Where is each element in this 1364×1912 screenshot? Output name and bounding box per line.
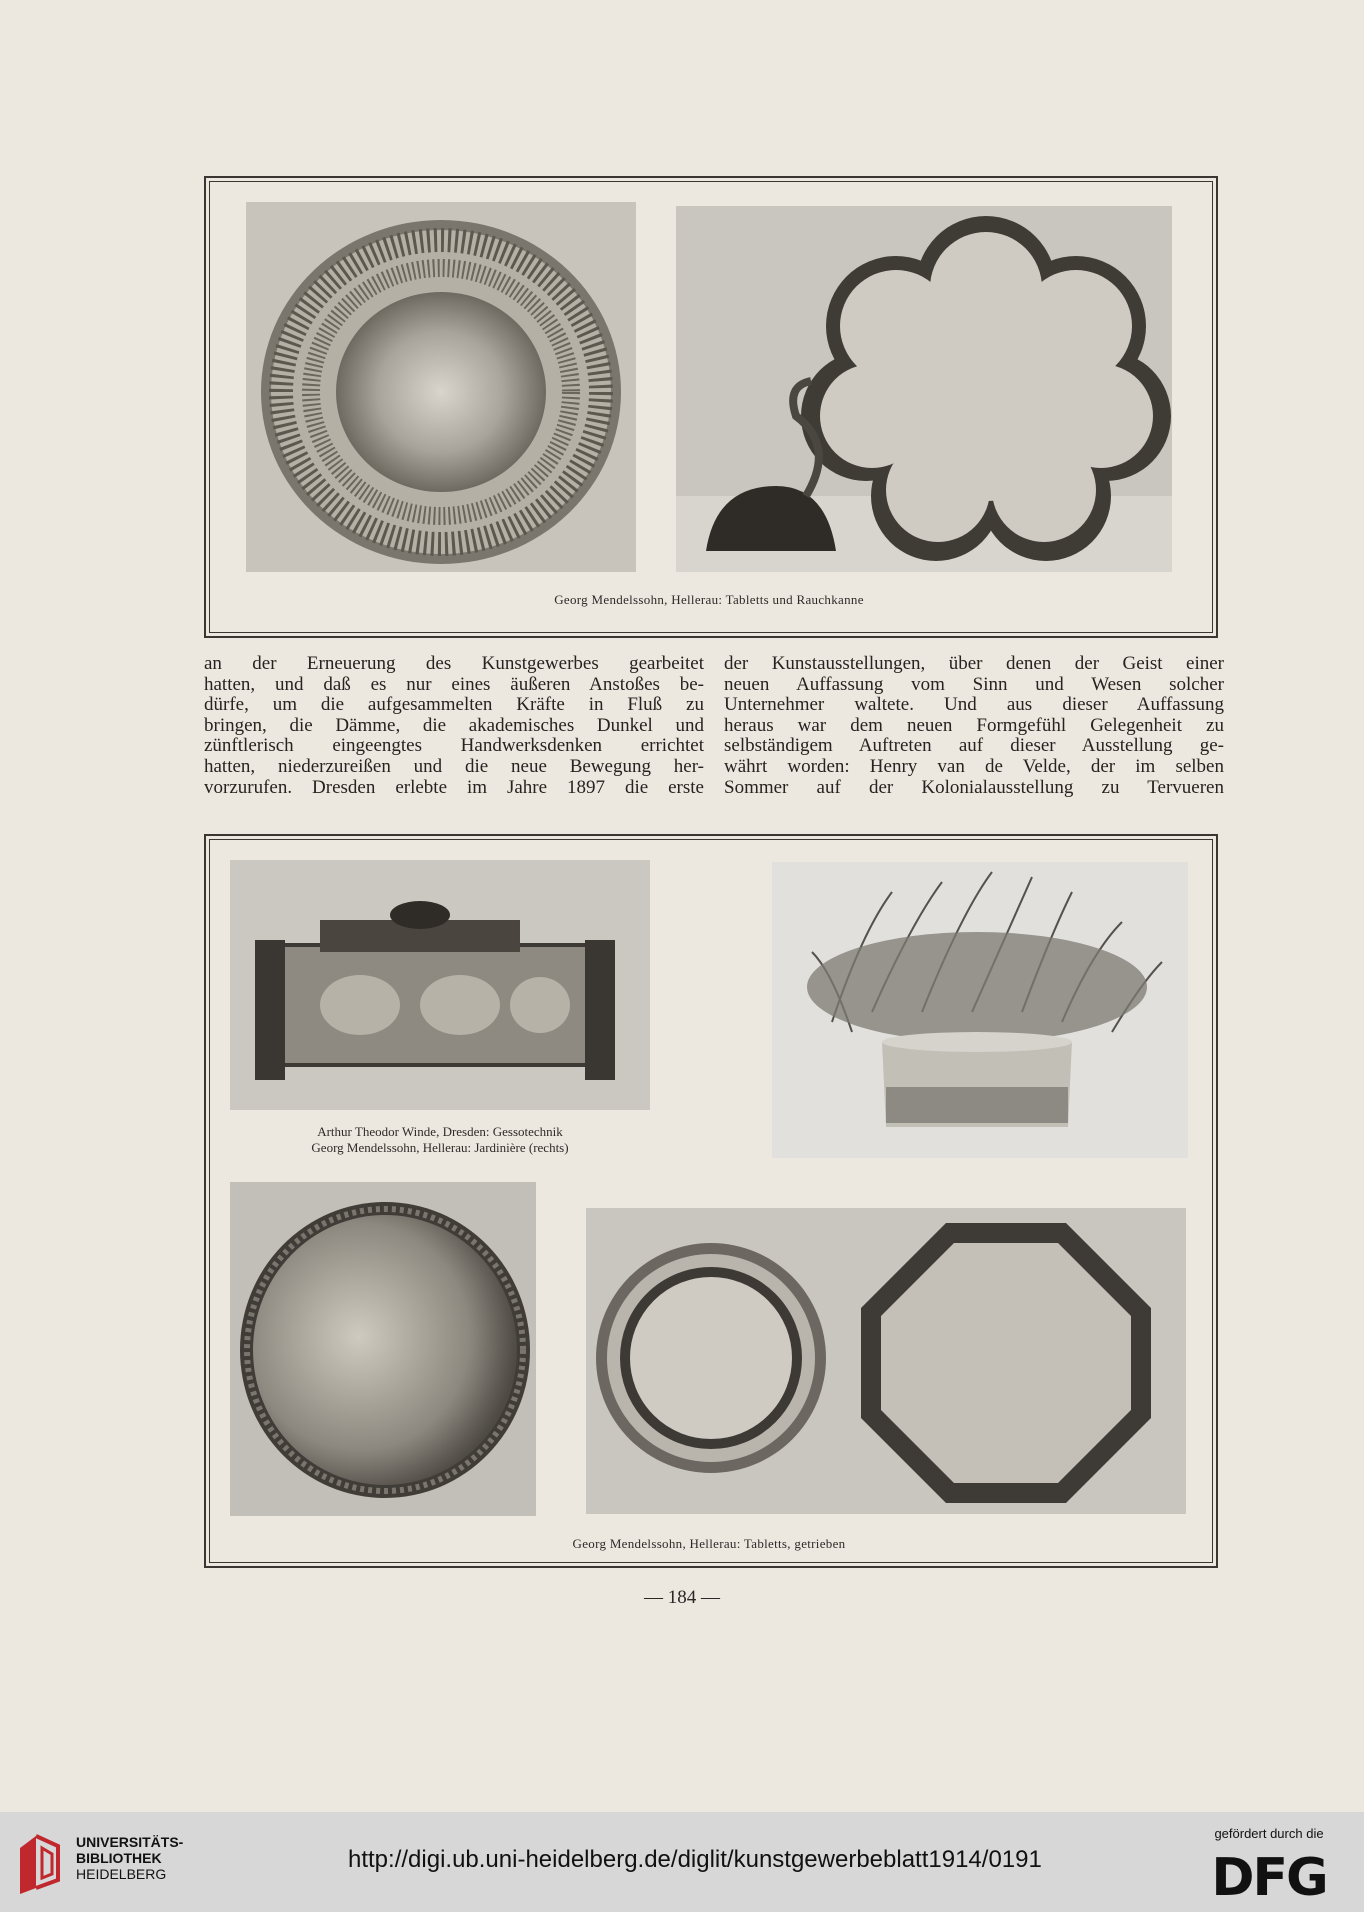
photo-jardiniere: [772, 862, 1188, 1158]
text-line: bringen, die Dämme, die akademisches Dunkel und: [204, 714, 704, 736]
university-library-name: [76, 1834, 183, 1882]
caption-top: Georg Mendelssohn, Hellerau: Tabletts und Rauchkanne: [554, 592, 864, 607]
footer-bar: [0, 1812, 1364, 1912]
photo-round-beaten-tray: [230, 1182, 536, 1516]
text-line: an der Erneuerung des Kunstgewerbes gearbeitet: [204, 653, 704, 674]
text-column-left: [204, 654, 704, 798]
photo-scalloped-and-octagonal-trays: [586, 1208, 1186, 1514]
text-line: der Kunstausstellungen, über denen der Geist einer: [724, 653, 1224, 674]
photo-round-tray: [246, 202, 636, 572]
text-line: Sommer auf der Kolonialausstellung zu Tervueren: [724, 776, 1224, 798]
caption-bottom: Georg Mendelssohn, Hellerau: Tabletts, getrieben: [572, 1536, 846, 1551]
dfg-logo: DFG: [1211, 1848, 1327, 1908]
library-line: UNIVERSITÄTS-: [76, 1834, 184, 1850]
text-line: neuen Auffassung vom Sinn und Wesen solcher: [724, 673, 1224, 695]
caption-middle-line1: Arthur Theodor Winde, Dresden: Gessotechnik: [317, 1124, 563, 1139]
text-line: zünftlerisch eingeengtes Handwerksdenken errichtet: [204, 735, 704, 757]
page-number: — 184 —: [644, 1587, 720, 1608]
text-line: hatten, und daß es nur eines äußeren Anstoßes be-: [204, 673, 704, 695]
university-library-logo-icon: [14, 1828, 66, 1896]
library-line: HEIDELBERG: [76, 1866, 167, 1882]
text-line: Unternehmer waltete. Und aus dieser Auffassung: [724, 694, 1224, 716]
text-line: dürfe, um die aufgesammelten Kräfte in Fluß zu: [204, 694, 704, 716]
caption-middle: [230, 1124, 650, 1156]
text-line: hatten, niederzureißen und die neue Bewegung her-: [204, 755, 704, 777]
funding-note: gefördert durch die: [1214, 1826, 1324, 1841]
text-column-right: [724, 654, 1224, 798]
text-line: selbständigem Auftreten auf dieser Ausstellung ge-: [724, 735, 1224, 757]
library-line: BIBLIOTHEK: [76, 1850, 162, 1866]
text-line: vorzurufen. Dresden erlebte im Jahre 1897 die erste: [204, 776, 704, 798]
text-line: währt worden: Henry van de Velde, der im selben: [724, 755, 1224, 777]
photo-scalloped-tray-and-smoking-pot: [676, 206, 1172, 572]
source-url-link[interactable]: http://digi.ub.uni-heidelberg.de/diglit/kunstgewerbeblatt1914/0191: [348, 1846, 1042, 1873]
photo-gesso-box: [230, 860, 650, 1110]
text-line: heraus war dem neuen Formgefühl Gelegenheit zu: [724, 714, 1224, 736]
caption-middle-line2: Georg Mendelssohn, Hellerau: Jardinière (rechts): [311, 1140, 569, 1155]
